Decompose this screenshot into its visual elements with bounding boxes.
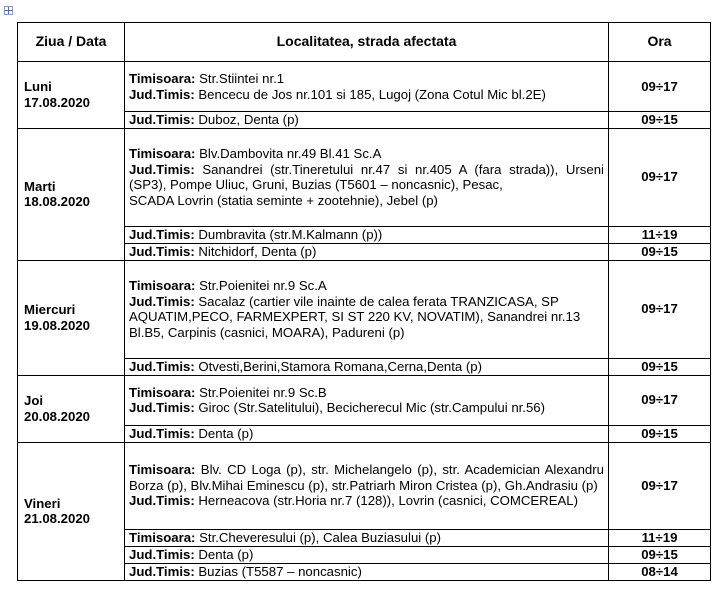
location-cell xyxy=(125,128,609,226)
location-text: SCADA Lovrin (statia seminte + zootehnie), Jebel (p) xyxy=(129,192,438,208)
day-date: 19.08.2020 xyxy=(24,317,91,333)
day-cell xyxy=(18,442,125,580)
table-row xyxy=(18,260,711,358)
location-cell xyxy=(125,226,609,243)
location-text: Otvesti,Berini,Stamora Romana,Cerna,Denta (p) xyxy=(194,358,483,374)
day-date: 17.08.2020 xyxy=(24,94,91,110)
table-row xyxy=(18,128,711,226)
table-move-handle-icon[interactable] xyxy=(4,6,13,15)
day-cell xyxy=(18,128,125,260)
time-cell: 09÷17 xyxy=(609,375,711,425)
location-text: Sacalaz (cartier vile inainte de calea ferata TRANZICASA, SP xyxy=(194,293,559,309)
header-day: Ziua / Data xyxy=(18,23,125,62)
location-line xyxy=(129,193,604,209)
location-cell xyxy=(125,260,609,358)
location-text: Duboz, Denta (p) xyxy=(194,112,299,127)
location-cell xyxy=(125,425,609,442)
time-cell: 09÷15 xyxy=(609,243,711,260)
location-cell xyxy=(125,442,609,529)
region-label: Jud.Timis: xyxy=(129,86,195,102)
location-line xyxy=(129,71,604,87)
day-name: Vineri xyxy=(24,495,61,511)
table-row xyxy=(18,442,711,529)
location-text: AQUATIM,PECO, FARMEXPERT, SI ST 220 KV, NOVATIM), Sanandrei nr.13 xyxy=(129,309,581,324)
location-line xyxy=(129,400,604,416)
day-name: Joi xyxy=(24,393,44,408)
location-text: Blv. CD Loga (p), str. Michelangelo (p), str. Academician Alexandru Borza (p), Blv.Mihai Eminescu (p), str.Patriarh Miron Cristea (p), Gh.Andrasiu (p) xyxy=(129,462,604,493)
table-body xyxy=(18,62,711,581)
location-cell xyxy=(125,375,609,425)
header-location: Localitatea, strada afectata xyxy=(125,23,609,62)
location-text: Buzias (T5587 – noncasnic) xyxy=(194,563,362,579)
location-text: Nitchidorf, Denta (p) xyxy=(194,243,317,259)
region-label: Jud.Timis: xyxy=(129,400,195,415)
region-label: Jud.Timis: xyxy=(129,161,195,177)
location-text: Dumbravita (str.M.Kalmann (p)) xyxy=(194,226,383,242)
day-cell xyxy=(18,260,125,375)
location-text: Str.Poienitei nr.9 Sc.A xyxy=(195,278,327,293)
location-text: Herneacova (str.Horia nr.7 (128)), Lovrin (casnici, COMCEREAL) xyxy=(194,493,579,509)
day-date: 20.08.2020 xyxy=(24,408,91,424)
location-text: Blv.Dambovita nr.49 Bl.41 Sc.A xyxy=(195,146,382,161)
time-cell: 09÷15 xyxy=(609,546,711,563)
time-cell: 09÷15 xyxy=(609,358,711,375)
region-label: Jud.Timis: xyxy=(129,226,195,242)
location-cell xyxy=(125,243,609,260)
location-line xyxy=(129,294,604,310)
location-line xyxy=(129,564,604,580)
region-label: Timisoara: xyxy=(129,278,196,293)
region-label: Jud.Timis: xyxy=(129,293,195,309)
location-line xyxy=(129,112,604,128)
location-cell xyxy=(125,546,609,563)
time-cell: 09÷15 xyxy=(609,112,711,129)
day-date: 18.08.2020 xyxy=(24,194,91,209)
day-cell xyxy=(18,375,125,442)
location-line xyxy=(129,309,604,325)
region-label: Jud.Timis: xyxy=(129,425,195,441)
time-cell: 09÷17 xyxy=(609,260,711,358)
location-line xyxy=(129,359,604,375)
day-date: 21.08.2020 xyxy=(24,511,91,526)
location-text: Giroc (Str.Satelitului), Becicherecul Mic (str.Campului nr.56) xyxy=(194,400,546,415)
location-text: Str.Poienitei nr.9 Sc.B xyxy=(195,384,327,400)
location-cell xyxy=(125,358,609,375)
region-label: Timisoara: xyxy=(129,384,196,400)
time-cell: 09÷15 xyxy=(609,425,711,442)
region-label: Jud.Timis: xyxy=(129,358,195,374)
outage-schedule-table xyxy=(17,22,711,581)
location-line xyxy=(129,227,604,243)
location-line xyxy=(129,530,604,546)
location-text: Bencecu de Jos nr.101 si 185, Lugoj (Zona Cotul Mic bl.2E) xyxy=(194,86,546,102)
region-label: Timisoara: xyxy=(129,529,196,545)
header-time: Ora xyxy=(609,23,711,62)
region-label: Timisoara: xyxy=(129,462,196,478)
location-cell xyxy=(125,563,609,580)
region-label: Jud.Timis: xyxy=(129,112,195,127)
time-cell: 11÷19 xyxy=(609,529,711,546)
location-line xyxy=(129,385,604,401)
region-label: Jud.Timis: xyxy=(129,493,195,509)
location-line xyxy=(129,87,604,103)
time-cell: 09÷17 xyxy=(609,62,711,112)
location-line xyxy=(129,325,604,341)
region-label: Timisoara: xyxy=(129,71,196,86)
location-cell xyxy=(125,529,609,546)
day-name: Marti xyxy=(24,178,56,194)
day-name: Miercuri xyxy=(24,302,76,317)
location-text: Str.Cheveresului (p), Calea Buziasului (p) xyxy=(195,529,441,545)
table-header-row xyxy=(18,23,711,62)
location-line xyxy=(129,426,604,442)
day-name: Luni xyxy=(24,79,52,95)
location-text: Denta (p) xyxy=(194,546,254,562)
location-line xyxy=(129,146,604,162)
location-text: Denta (p) xyxy=(194,425,254,441)
region-label: Jud.Timis: xyxy=(129,563,195,579)
location-line xyxy=(129,462,604,493)
day-cell xyxy=(18,62,125,129)
location-line xyxy=(129,493,604,509)
location-text: Bl.B5, Carpinis (casnici, MOARA), Padureni (p) xyxy=(129,324,405,340)
time-cell: 11÷19 xyxy=(609,226,711,243)
location-line xyxy=(129,162,604,193)
region-label: Jud.Timis: xyxy=(129,546,195,562)
time-cell: 09÷17 xyxy=(609,128,711,226)
region-label: Timisoara: xyxy=(129,146,196,161)
location-line xyxy=(129,547,604,563)
location-line xyxy=(129,244,604,260)
time-cell: 09÷17 xyxy=(609,442,711,529)
location-line xyxy=(129,278,604,294)
table-row xyxy=(18,62,711,112)
location-cell xyxy=(125,62,609,112)
location-cell xyxy=(125,112,609,129)
time-cell: 08÷14 xyxy=(609,563,711,580)
table-row xyxy=(18,375,711,425)
location-text: Str.Stiintei nr.1 xyxy=(195,71,285,86)
region-label: Jud.Timis: xyxy=(129,243,195,259)
location-text: Sanandrei (str.Tineretului nr.47 si nr.405 A (fara strada)), Urseni (SP3), Pompe Uliuc, Gruni, Buzias (T5601 – noncasnic), Pesac, xyxy=(129,161,604,192)
